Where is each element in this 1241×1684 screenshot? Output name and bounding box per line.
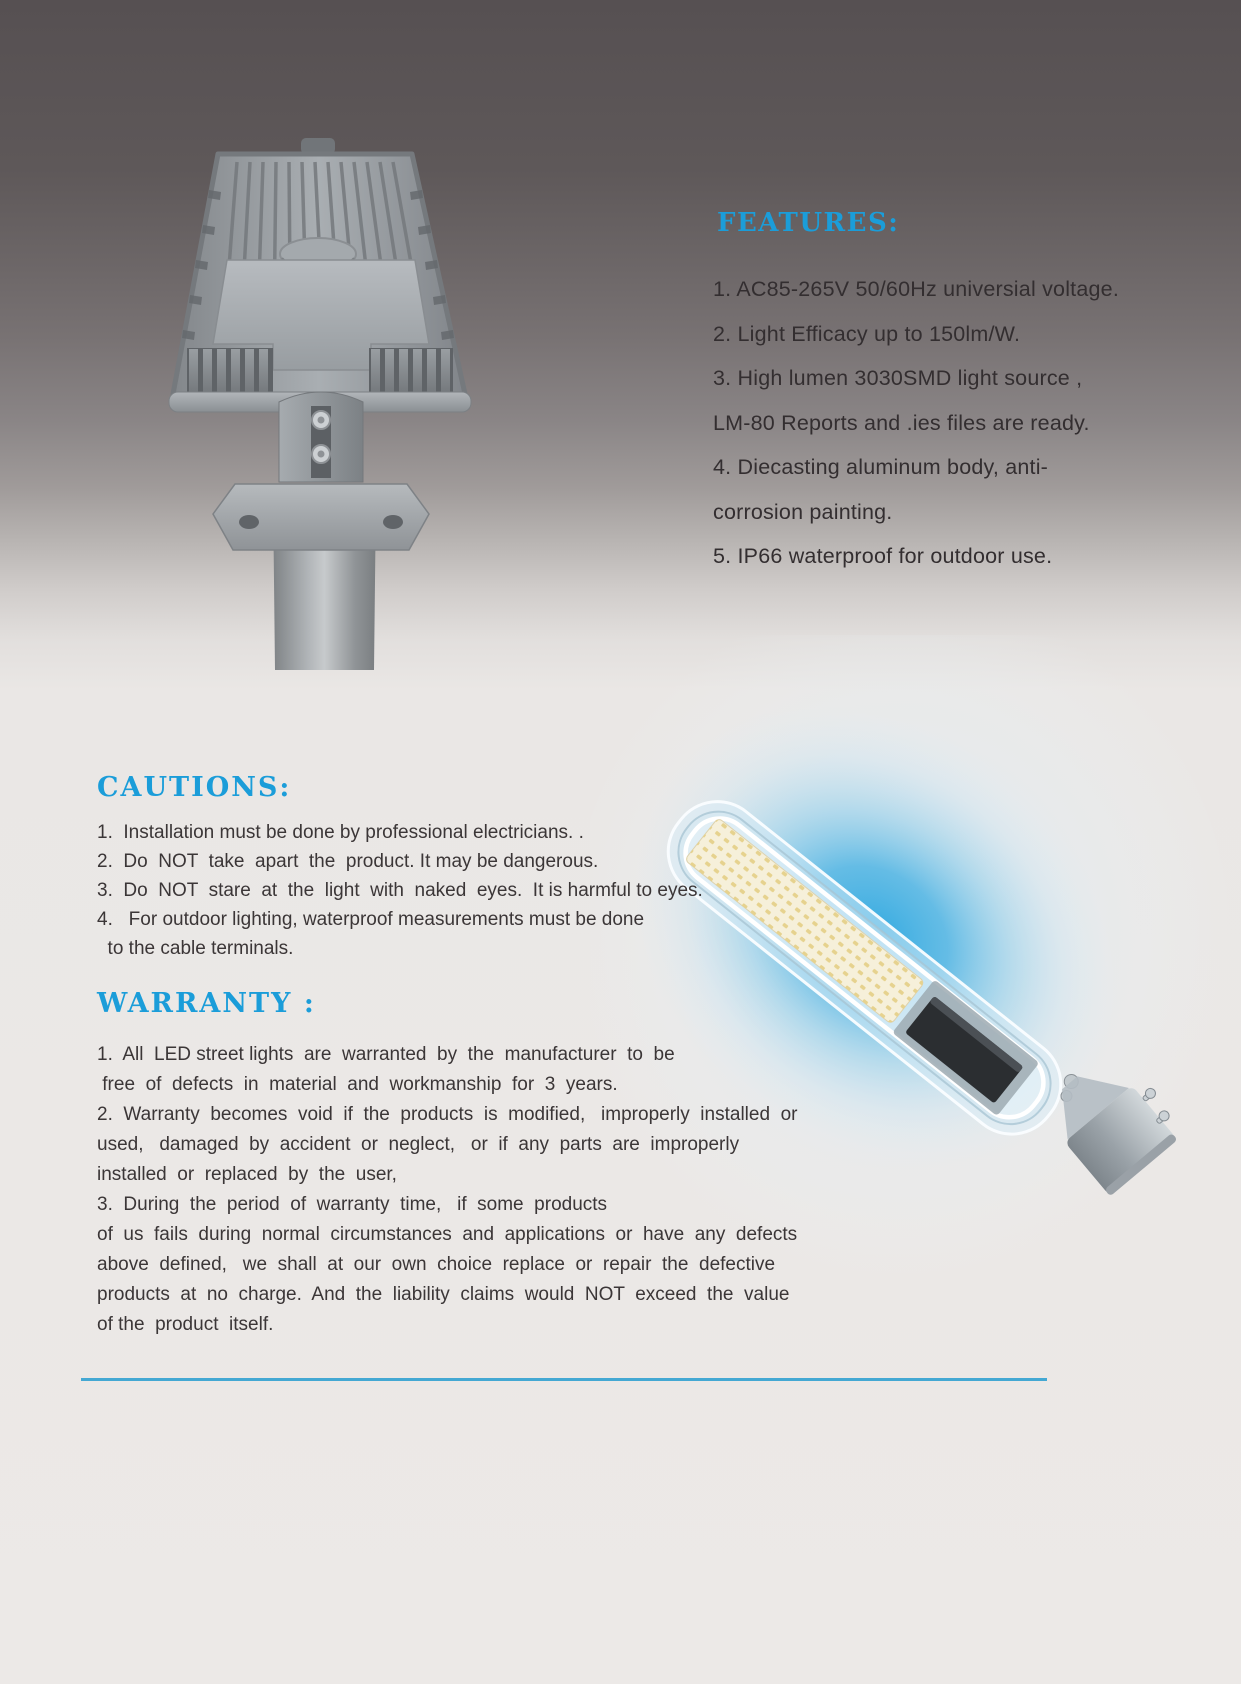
warranty-section bbox=[97, 988, 797, 1340]
features-section bbox=[713, 209, 1119, 579]
heat-sink-right bbox=[369, 348, 453, 396]
warranty-title: WARRANTY : bbox=[97, 988, 316, 1019]
features-line: 3. High lumen 3030SMD light source , bbox=[713, 366, 1083, 390]
mounting-arm bbox=[279, 392, 363, 482]
flange-hole bbox=[383, 515, 403, 529]
features-line: LM-80 Reports and .ies files are ready. bbox=[713, 410, 1090, 435]
warranty-line: installed or replaced by the user, bbox=[97, 1164, 397, 1185]
warranty-line: of the product itself. bbox=[97, 1314, 274, 1335]
flange-hole bbox=[239, 515, 259, 529]
warranty-line: 2. Warranty becomes void if the products is modified, improperly installed or bbox=[97, 1104, 798, 1125]
warranty-line: products at no charge. And the liability claims would NOT exceed the value bbox=[97, 1284, 790, 1305]
warranty-line: 3. During the period of warranty time, if some products bbox=[97, 1194, 608, 1215]
features-title: FEATURES: bbox=[717, 208, 900, 238]
cautions-line: 3. Do NOT stare at the light with naked eyes. It is harmful to eyes. bbox=[97, 880, 703, 901]
features-line: corrosion painting. bbox=[713, 499, 893, 524]
warranty-line: 1. All LED street lights are warranted by the manufacturer to be bbox=[97, 1044, 675, 1065]
features-line: 4. Diecasting aluminum body, anti- bbox=[713, 455, 1049, 479]
mounting-flange bbox=[213, 484, 429, 550]
cautions-line: 1. Installation must be done by professional electricians. . bbox=[97, 822, 584, 843]
cautions-line: to the cable terminals. bbox=[97, 938, 294, 959]
features-line: 1. AC85-265V 50/60Hz universial voltage. bbox=[713, 277, 1119, 301]
cautions-line: 4. For outdoor lighting, waterproof measurements must be done bbox=[97, 909, 645, 930]
warranty-line: above defined, we shall at our own choice replace or repair the defective bbox=[97, 1254, 776, 1275]
cautions-section bbox=[97, 772, 703, 963]
cautions-list bbox=[97, 818, 703, 963]
features-list bbox=[713, 267, 1119, 579]
features-line: 2. Light Efficacy up to 150lm/W. bbox=[713, 321, 1021, 346]
street-light-back-view-photo bbox=[85, 130, 475, 675]
warranty-line: of us fails during normal circumstances and applications or have any defects bbox=[97, 1224, 798, 1245]
heat-sink-left bbox=[187, 348, 273, 396]
warranty-list bbox=[97, 1040, 797, 1340]
cautions-title: CAUTIONS: bbox=[97, 772, 292, 803]
warranty-line: used, damaged by accident or neglect, or if any parts are improperly bbox=[97, 1134, 740, 1155]
bottom-divider-line bbox=[81, 1378, 1047, 1381]
features-line: 5. IP66 waterproof for outdoor use. bbox=[713, 544, 1053, 568]
warranty-line: free of defects in material and workmanship for 3 years. bbox=[97, 1074, 618, 1095]
cautions-line: 2. Do NOT take apart the product. It may be dangerous. bbox=[97, 851, 599, 872]
